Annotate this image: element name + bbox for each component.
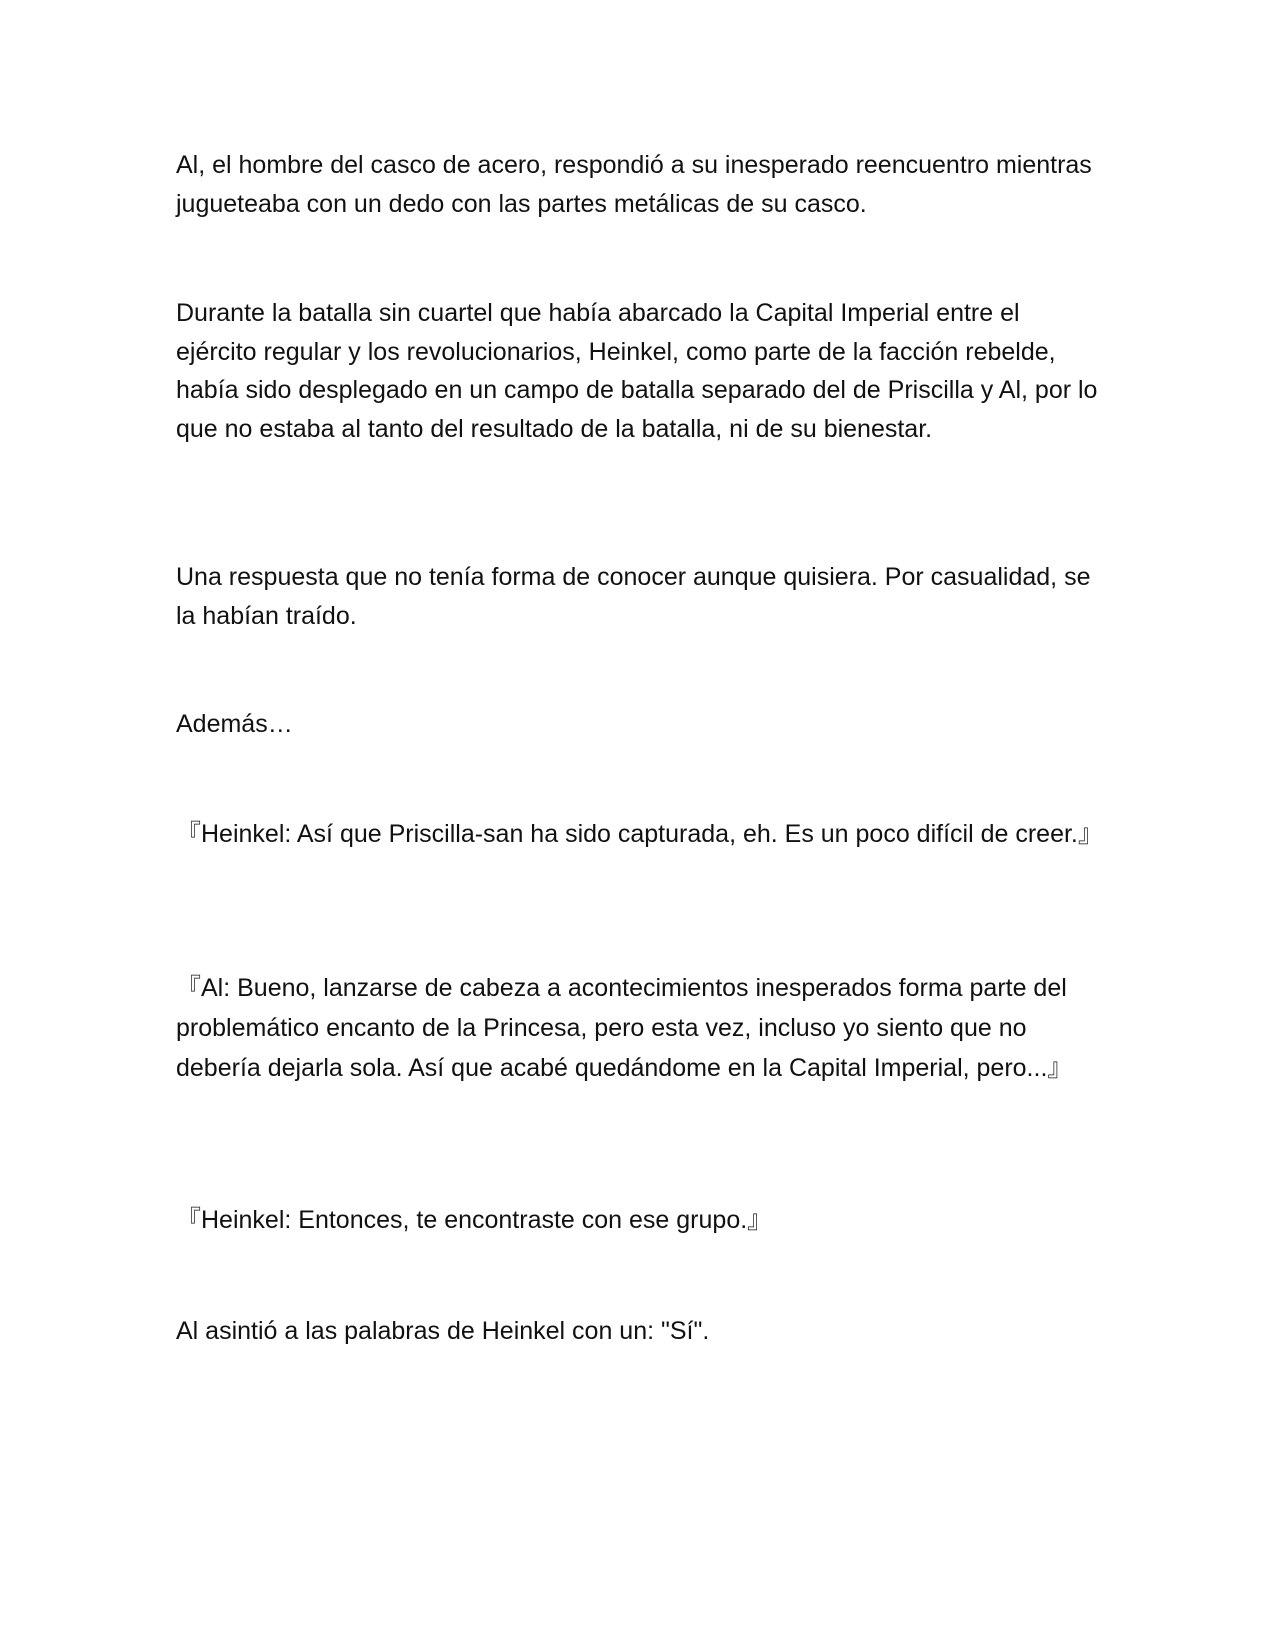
paragraph-unexpected-answer: Una respuesta que no tenía forma de conocer aunque quisiera. Por casualidad, se la habían traído. <box>176 563 1091 630</box>
dialogue-heinkel-group: 『Heinkel: Entonces, te encontraste con ese grupo.』 <box>176 1206 773 1234</box>
paragraph-al-response: Al, el hombre del casco de acero, respondió a su inesperado reencuentro mientras jugueteaba con un dedo con las partes metálicas de su casco. <box>176 151 1092 218</box>
dialogue-al-princess: 『Al: Bueno, lanzarse de cabeza a acontecimientos inesperados forma parte del problemático encanto de la Princesa, pero esta vez, incluso yo siento que no debería dejarla sola. Así que acabé quedándome en la Capital Imperial, pero...』 <box>176 974 1073 1082</box>
paragraph-ademas: Además… <box>176 710 293 738</box>
paragraph-al-nods: Al asintió a las palabras de Heinkel con un: "Sí". <box>176 1317 710 1345</box>
dialogue-heinkel-captured: 『Heinkel: Así que Priscilla-san ha sido capturada, eh. Es un poco difícil de creer.』 <box>176 820 1103 848</box>
paragraph-battle-context: Durante la batalla sin cuartel que había abarcado la Capital Imperial entre el ejército regular y los revolucionarios, Heinkel, como parte de la facción rebelde, había sido desplegado en un campo de batalla separado del de Priscilla y Al, por lo que no estaba al tanto del resultado de la batalla, ni de su bienestar. <box>176 299 1098 443</box>
